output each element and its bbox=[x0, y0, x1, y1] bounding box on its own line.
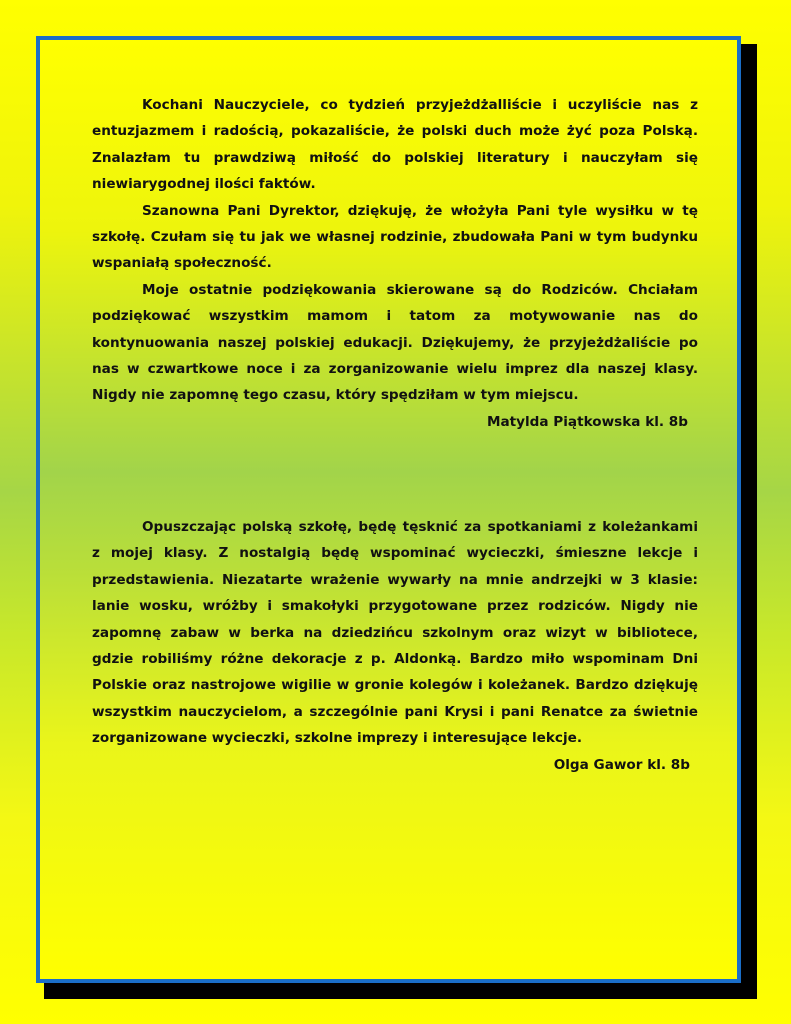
letter-1-paragraph-3: Moje ostatnie podziękowania skierowane są do Rodziców. Chciałam podziękować wszystkim mamom i tatom za motywowanie nas do kontynuowania naszej polskiej edukacji. Dziękujemy, że przyjeżdżaliście po nas w czwartkowe noce i za zorganizowanie wielu imprez dla naszej klasy. Nigdy nie zapomnę tego czasu, który spędziłam w tym miejscu. bbox=[92, 281, 698, 404]
letter-1-paragraph-2: Szanowna Pani Dyrektor, dziękuję, że włożyła Pani tyle wysiłku w tę szkołę. Czułam się tu jak we własnej rodzinie, zbudowała Pani w tym budynku wspaniałą społeczność. bbox=[92, 202, 698, 272]
letter-olga bbox=[92, 514, 698, 778]
letter-1-paragraph-1: Kochani Nauczyciele, co tydzień przyjeżdżalliście i uczyliście nas z entuzjazmem i radością, pokazaliście, że polski duch może żyć poza Polską. Znalazłam tu prawdziwą miłość do polskiej literatury i nauczyłam się niewiarygodnej ilości faktów. bbox=[92, 97, 698, 193]
letter-1-signature: Matylda Piątkowska kl. 8b bbox=[486, 413, 688, 430]
letter-2-paragraph-1: Opuszczając polską szkołę, będę tęsknić za spotkaniami z koleżankami z mojej klasy. Z nostalgią będę wspominać wycieczki, śmieszne lekcje i przedstawienia. Niezatarte wrażenie wywarły na mnie andrzejki w 3 klasie: lanie wosku, wróżby i smakołyki przygotowane przez rodziców. Nigdy nie zapomnę zabaw w berka na dziedzińcu szkolnym oraz wizyt w bibliotece, gdzie robiliśmy różne dekoracje z p. Aldonką. Bardzo miło wspominam Dni Polskie oraz nastrojowe wigilie w gronie kolegów i koleżanek. Bardzo dziękuję wszystkim nauczycielom, a szczególnie pani Krysi i pani Renatce za świetnie zorganizowane wycieczki, szkolne imprezy i interesujące lekcje. bbox=[92, 519, 698, 747]
letter-2-signature: Olga Gawor kl. 8b bbox=[553, 756, 690, 773]
letter-matylda bbox=[92, 92, 698, 435]
